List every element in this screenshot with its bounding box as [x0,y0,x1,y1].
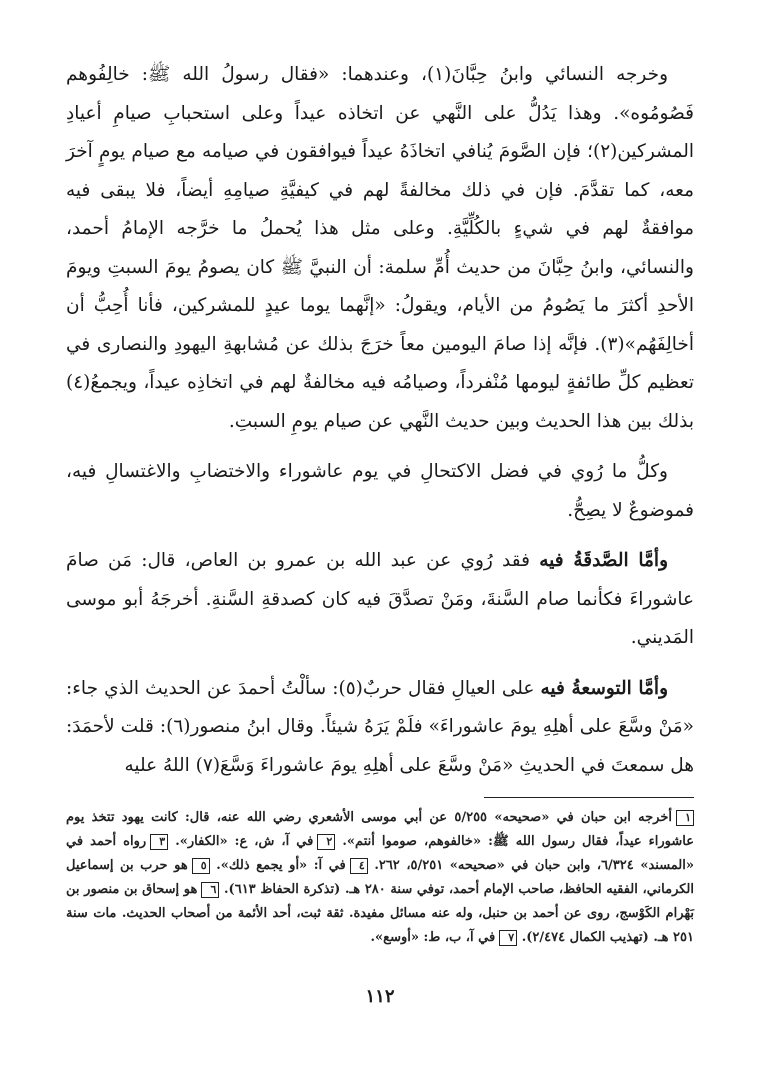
footnote-4-number: ٤ [350,858,368,874]
paragraph-4-text: على العيالِ فقال حربٌ(٥): سألْتُ أحمدَ عن الحديث الذي جاء: «مَنْ وسَّعَ على أهلِهِ يومَ عاشوراءَ» فلَمْ يَرَهُ شيئاً. وقال ابنُ منصور(٦): قلت لأحمَدَ: هل سمعتَ في الحديثِ «مَنْ وسَّعَ على أهلِهِ يومَ عاشوراءَ وَسَّعَ(٧) اللهُ عليه [66,677,694,776]
footnote-1-number: ١ [676,810,694,826]
footnote-4-text: في آ: «أو يجمع ذلك». [216,858,346,873]
footnote-6-number: ٦ [201,882,219,898]
footnote-7-number: ٧ [499,930,517,946]
body-paragraph-4 [66,670,694,786]
footnote-7 [371,930,518,945]
body-paragraph-3 [66,542,694,658]
footnote-2-text: في آ، ش، ع: «الكفار». [175,834,314,849]
footnote-7-text: في آ، ب، ط: «أوسع». [370,930,496,945]
paragraph-4-lead: وأمَّا التوسعةُ فيه [540,677,669,699]
footnote-2-number: ٢ [317,834,335,850]
footnote-3-number: ٣ [150,834,168,850]
footnote-1-text: أخرجه ابن حبان في «صحيحه» ٥/٢٥٥ عن أبي موسى الأشعري رضي الله عنه، قال: كانت يهود تتخذ يوم عاشوراء عيداً، فقال رسول الله ﷺ: «خالفوهم، صوموا أنتم». [66,810,694,849]
paragraph-3-text: فقد رُوي عن عبد الله بن عمرو بن العاص، قال: مَن صامَ عاشوراءَ فكأنما صام السَّنةَ، ومَنْ تصدَّقَ فيه كان كصدقةِ السَّنةِ. أخرجَهُ أبو موسى المَديني. [66,550,694,648]
footnotes [66,806,694,950]
body-paragraph-1: وخرجه النسائي وابنُ حِبَّانَ(١)، وعندهما: «فقال رسولُ الله ﷺ: خالِفُوهم فَصُومُوه». وهذا يَدُلُّ على النَّهي عن اتخاذه عيداً وعلى استحبابِ صيامِ أعيادِ المشركين(٢)؛ فإن الصَّومَ يُنافي اتخاذَهُ عيداً فيوافقون في صيامه مع صيام يومٍ آخرَ معه، كما تقدَّمَ. فإن في ذلك مخالفةً لهم في كيفيَّةِ صيامِهِ أيضاً، فلا يبقى فيه موافقةٌ لهم في شيءٍ بالكُلِّيَّةِ. وعلى مثل هذا يُحملُ ما خرَّجه الإمامُ أحمد، والنسائي، وابنُ حِبَّانَ من حديث أُمِّ سلمة: أن النبيَّ ﷺ كان يصومُ يومَ السبتِ ويومَ الأحدِ أكثرَ ما يَصُومُ من الأيام، ويقولُ: «إنَّهما يوما عيدٍ للمشركين، فأنا أُحِبُّ أن أخالِفَهُم»(٣). فإنَّه إذا صامَ اليومين معاً خرَجَ بذلك عن مُشابهةِ اليهودِ والنصارى في تعظيم كلِّ طائفةٍ ليومها مُنْفرداً، وصيامُه فيه مخالفةٌ لهم في اتخاذِه عيداً، ويجمعُ(٤) بذلك بين هذا الحديث وبين حديث النَّهي عن صيام يومِ السبتِ. [66,64,694,432]
footnote-3-text: رواه أحمد في «المسند» ٦/٣٢٤، وابن حبان في «صحيحه» ٥/٢٥١، ٢٦٢. [66,834,694,873]
page-number: ١١٢ [365,986,395,1007]
footnote-5-number: ٥ [192,858,210,874]
footnote-4 [216,858,367,873]
paragraph-3-lead: وأمَّا الصَّدقَةُ فيه [539,550,669,571]
footnote-6-text: هو إسحاق بن منصور بن بَهْرام الكَوْسج، روى عن أحمد بن حنبل، وله عنه مسائل مفيدة. ثقة ثبت، أحد الأئمة من أصحاب الحديث. مات سنة ٢٥١ هـ. (تهذيب الكمال ٢/٤٧٤). [66,882,694,945]
footnote-2 [175,834,335,849]
body-paragraph-2: وكلُّ ما رُوي في فضل الاكتحالِ في يوم عاشوراء والاختضابِ والاغتسالِ فيه، فموضوعٌ لا يصِحُّ. [66,461,694,521]
footnote-divider [484,797,694,798]
footnote-5-text: هو حرب بن إسماعيل الكرماني، الفقيه الحافظ، صاحب الإمام أحمد، توفي سنة ٢٨٠ هـ. (تذكرة الحفاظ ٦١٣). [66,858,695,897]
